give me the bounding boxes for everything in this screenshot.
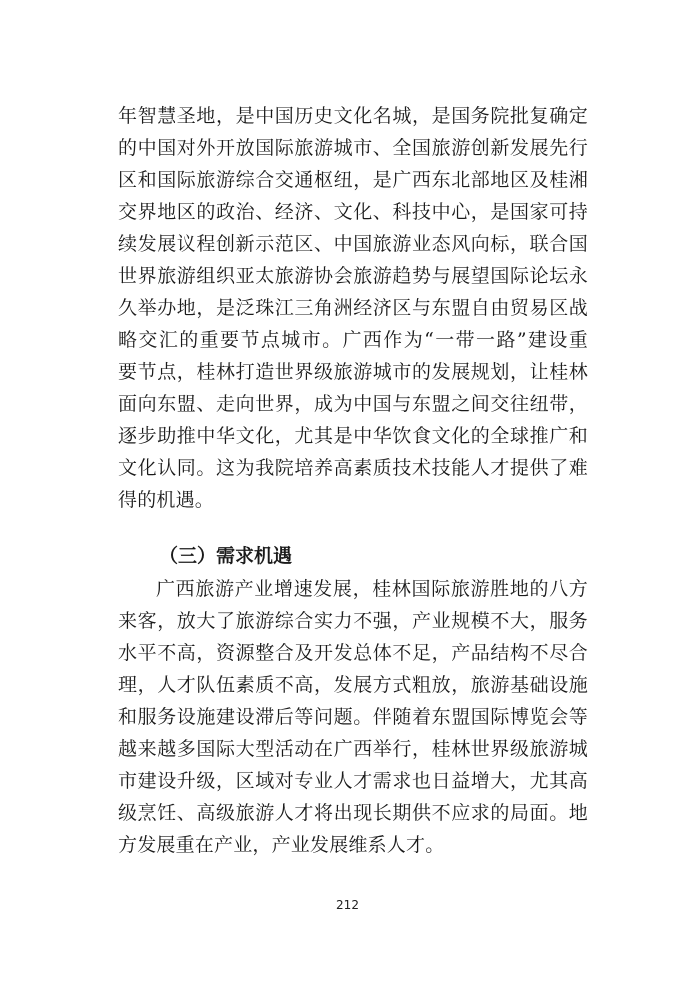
paragraph-1 — [118, 100, 588, 516]
paragraph-line: 年智慧圣地，是中国历史文化名城，是国务院批复确定 — [118, 105, 588, 127]
paragraph-line: 世界旅游组织亚太旅游协会旅游趋势与展望国际论坛永 — [118, 265, 588, 287]
paragraph-line: 文化认同。这为我院培养高素质技术技能人才提供了难 — [118, 457, 588, 479]
paragraph-line: 市建设升级，区域对专业人才需求也日益增大，尤其高 — [118, 770, 588, 792]
paragraph-line: 理，人才队伍素质不高，发展方式粗放，旅游基础设施 — [118, 674, 588, 696]
paragraph-line: 面向东盟、走向世界，成为中国与东盟之间交往纽带， — [118, 393, 588, 415]
section-heading: （三）需求机遇 — [159, 545, 293, 567]
paragraph-line: 交界地区的政治、经济、文化、科技中心，是国家可持 — [118, 201, 588, 223]
paragraph-2 — [118, 573, 588, 861]
paragraph-line: 区和国际旅游综合交通枢纽，是广西东北部地区及桂湘 — [118, 169, 588, 191]
paragraph-line: 续发展议程创新示范区、中国旅游业态风向标，联合国 — [118, 233, 588, 255]
paragraph-line: 得的机遇。 — [118, 489, 215, 511]
paragraph-line: 略交汇的重要节点城市。广西作为“一带一路”建设重 — [118, 329, 588, 351]
paragraph-line: 越来越多国际大型活动在广西举行，桂林世界级旅游城 — [118, 738, 588, 760]
paragraph-line: 的中国对外开放国际旅游城市、全国旅游创新发展先行 — [118, 137, 588, 159]
paragraph-line: 要节点，桂林打造世界级旅游城市的发展规划，让桂林 — [118, 361, 588, 383]
paragraph-line: 广西旅游产业增速发展，桂林国际旅游胜地的八方 — [156, 578, 588, 600]
page-number: 212 — [336, 898, 359, 912]
paragraph-line: 级烹饪、高级旅游人才将出现长期供不应求的局面。地 — [118, 802, 588, 824]
paragraph-line: 水平不高，资源整合及开发总体不足，产品结构不尽合 — [118, 642, 588, 664]
paragraph-line: 和服务设施建设滞后等问题。伴随着东盟国际博览会等 — [118, 706, 588, 728]
paragraph-line: 逐步助推中华文化，尤其是中华饮食文化的全球推广和 — [118, 425, 588, 447]
paragraph-line: 久举办地，是泛珠江三角洲经济区与东盟自由贸易区战 — [118, 297, 588, 319]
paragraph-line: 方发展重在产业，产业发展维系人才。 — [118, 834, 445, 856]
paragraph-line: 来客，放大了旅游综合实力不强，产业规模不大，服务 — [118, 610, 588, 632]
